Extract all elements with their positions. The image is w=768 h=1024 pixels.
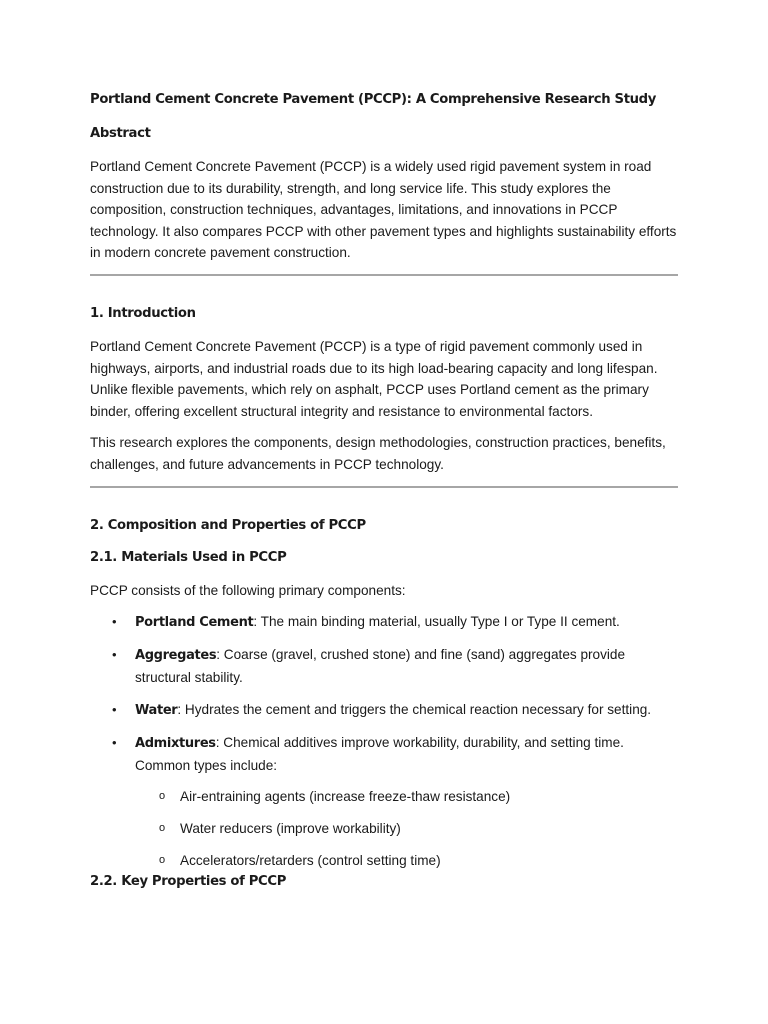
key-properties-heading: 2.2. Key Properties of PCCP <box>90 874 287 890</box>
sub-list-item <box>135 818 678 840</box>
section-divider <box>90 274 678 276</box>
introduction-heading: 1. Introduction <box>90 305 196 321</box>
abstract-heading: Abstract <box>90 126 151 141</box>
sub-list-item <box>135 850 678 872</box>
bullet-icon: • <box>112 735 117 750</box>
sub-bullet-icon: o <box>159 854 166 867</box>
composition-heading: 2. Composition and Properties of PCCP <box>90 517 366 533</box>
item-text: : Coarse (gravel, crushed stone) and fine (sand) aggregates provide structural stability. <box>135 647 626 685</box>
item-term: Water <box>135 702 178 718</box>
list-item <box>90 644 678 688</box>
abstract-text: Portland Cement Concrete Pavement (PCCP) is a widely used rigid pavement system in road construction due to its durability, strength, and long service life. This study explores the composition, construction techniques, advantages, limitations, and innovations in PCCP technology. It also compares PCCP with other pavement types and highlights sustainability efforts in modern concrete pavement construction. <box>90 159 677 261</box>
list-item <box>90 699 678 722</box>
bullet-icon: • <box>112 647 117 663</box>
list-item <box>90 732 678 872</box>
item-text: : The main binding material, usually Type I or Type II cement. <box>253 614 620 630</box>
sub-item-text: Water reducers (improve workability) <box>180 821 401 837</box>
sub-list-item <box>135 786 678 808</box>
item-text: : Chemical additives improve workability, durability, and setting time. Common types include: <box>135 735 624 773</box>
list-item <box>90 611 678 634</box>
sub-item-text: Accelerators/retarders (control setting time) <box>180 853 441 869</box>
sub-bullet-icon: o <box>159 790 166 803</box>
item-term: Aggregates <box>135 648 217 664</box>
document-title: Portland Cement Concrete Pavement (PCCP): A Comprehensive Research Study <box>90 92 657 107</box>
bullet-icon: • <box>112 701 117 717</box>
introduction-paragraph: Portland Cement Concrete Pavement (PCCP) is a type of rigid pavement commonly used in highways, airports, and industrial roads due to its high load-bearing capacity and long lifespan. Unlike flexible pavements, which rely on asphalt, PCCP uses Portland cement as the primary binder, offering excellent structural integrity and resistance to environmental factors. <box>90 338 658 419</box>
sub-bullet-icon: o <box>159 822 166 835</box>
materials-list <box>90 611 678 872</box>
introduction-paragraph: This research explores the components, design methodologies, construction practices, benefits, challenges, and future advancements in PCCP technology. <box>90 435 666 472</box>
item-text: : Hydrates the cement and triggers the chemical reaction necessary for setting. <box>177 701 652 717</box>
item-term: Portland Cement <box>135 615 254 631</box>
admixtures-sublist <box>135 786 678 872</box>
materials-intro: PCCP consists of the following primary components: <box>90 582 406 598</box>
sub-item-text: Air-entraining agents (increase freeze-thaw resistance) <box>180 789 511 805</box>
bullet-icon: • <box>112 614 117 630</box>
materials-heading: 2.1. Materials Used in PCCP <box>90 549 287 565</box>
item-term: Admixtures <box>135 736 216 751</box>
section-divider <box>90 486 678 488</box>
document-page <box>90 90 678 904</box>
